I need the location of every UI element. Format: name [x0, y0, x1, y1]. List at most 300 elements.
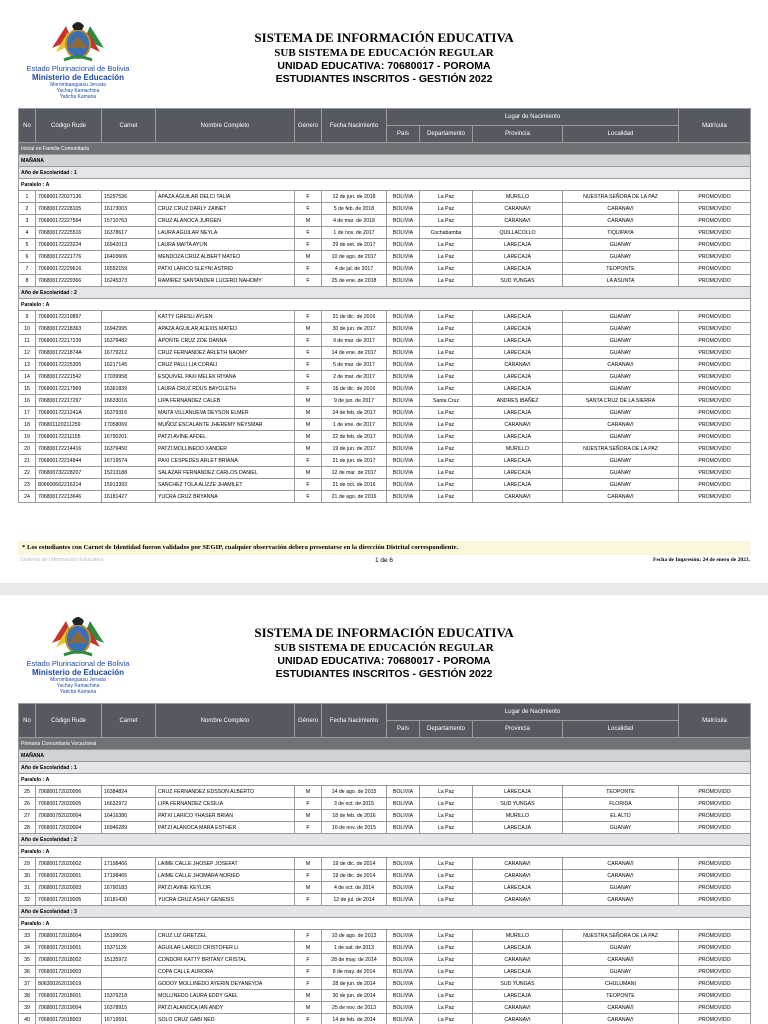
- cell-carnet: 16181430: [102, 894, 156, 906]
- cell-carnet: 15371139: [102, 942, 156, 954]
- cell-no: 32: [19, 894, 36, 906]
- cell-genero: F: [295, 954, 322, 966]
- cell-pais: BOLIVIA: [387, 990, 420, 1002]
- cell-fecha: 14 de feb. de 2014: [322, 1014, 387, 1024]
- cell-nombre: YUCRA CRUZ ASHLY GENESIS: [156, 894, 295, 906]
- cell-provincia: LARECAJA: [473, 311, 563, 323]
- cell-genero: M: [295, 323, 322, 335]
- cell-provincia: MURILLO: [473, 443, 563, 455]
- cell-depto: La Paz: [420, 443, 473, 455]
- cell-provincia: LARECAJA: [473, 966, 563, 978]
- cell-localidad: NUESTRA SEÑORA DE LA PAZ: [563, 191, 679, 203]
- cell-carnet: 17058069: [102, 419, 156, 431]
- table-row: [19, 990, 751, 1002]
- cell-provincia: ANDRES IBAÑEZ: [473, 395, 563, 407]
- cell-depto: La Paz: [420, 263, 473, 275]
- cell-no: 31: [19, 882, 36, 894]
- cell-localidad: CARANAVI: [563, 203, 679, 215]
- cell-rude: 706800172225516: [36, 227, 102, 239]
- cell-carnet: [102, 966, 156, 978]
- cell-matricula: PROMOVIDO: [679, 1014, 751, 1024]
- table-row: [19, 395, 751, 407]
- cell-fecha: 14 de ago. de 2015: [322, 786, 387, 798]
- cell-fecha: 14 de ene. de 2017: [322, 347, 387, 359]
- table-row: [19, 467, 751, 479]
- cell-carnet: 16378617: [102, 227, 156, 239]
- cell-provincia: CARANAVI: [473, 1002, 563, 1014]
- cell-matricula: PROMOVIDO: [679, 191, 751, 203]
- cell-no: 29: [19, 858, 36, 870]
- title-subsystem: SUB SISTEMA DE EDUCACIÓN REGULAR: [274, 642, 494, 654]
- cell-no: 7: [19, 263, 36, 275]
- logo-line-1: Estado Plurinacional de Bolivia: [26, 64, 130, 73]
- cell-rude: 706800172020005: [36, 798, 102, 810]
- cell-no: 15: [19, 383, 36, 395]
- cell-nombre: PATZI ALANOCA IAN ANDY: [156, 1002, 295, 1014]
- cell-no: 33: [19, 930, 36, 942]
- cell-carnet: 15297536: [102, 191, 156, 203]
- cell-genero: F: [295, 455, 322, 467]
- cell-nombre: PATZI ALANOCA MARA ESTHER: [156, 822, 295, 834]
- cell-fecha: 16 de dic. de 2016: [322, 383, 387, 395]
- cell-carnet: 16361839: [102, 383, 156, 395]
- cell-carnet: 16946289: [102, 822, 156, 834]
- cell-carnet: 16942013: [102, 239, 156, 251]
- cell-no: 2: [19, 203, 36, 215]
- cell-no: 34: [19, 942, 36, 954]
- cell-depto: La Paz: [420, 383, 473, 395]
- cell-depto: La Paz: [420, 479, 473, 491]
- cell-nombre: PAXI CESPEDES ARLET BRIANA: [156, 455, 295, 467]
- cell-fecha: 5 de feb. de 2018: [322, 203, 387, 215]
- cell-localidad: GUANAY: [563, 822, 679, 834]
- cell-pais: BOLIVIA: [387, 215, 420, 227]
- cell-no: 18: [19, 419, 36, 431]
- cell-depto: La Paz: [420, 419, 473, 431]
- cell-carnet: 16245373: [102, 275, 156, 287]
- cell-nombre: CRUZ CRUZ DARLY ZAINET: [156, 203, 295, 215]
- cell-provincia: LARECAJA: [473, 347, 563, 359]
- table-row: [19, 870, 751, 882]
- cell-localidad: CARANAVI: [563, 954, 679, 966]
- cell-matricula: PROMOVIDO: [679, 786, 751, 798]
- cell-pais: BOLIVIA: [387, 191, 420, 203]
- cell-provincia: LARECAJA: [473, 407, 563, 419]
- cell-fecha: 9 de mar. de 2017: [322, 335, 387, 347]
- cell-depto: La Paz: [420, 491, 473, 503]
- cell-nombre: PATXI LARICO YHASER BRIAN: [156, 810, 295, 822]
- students-table-1: [18, 108, 751, 503]
- cell-fecha: 25 de ene. de 2018: [322, 275, 387, 287]
- cell-localidad: FLORIDA: [563, 798, 679, 810]
- cell-rude: 706800172228105: [36, 203, 102, 215]
- cell-nombre: CRUZ FERNANDEZ EDSSON ALBERTO: [156, 786, 295, 798]
- cell-fecha: 16 de nov. de 2015: [322, 822, 387, 834]
- cell-matricula: PROMOVIDO: [679, 479, 751, 491]
- paralelo-label: Paralelo : A: [19, 774, 751, 786]
- table-row: [19, 822, 751, 834]
- cell-provincia: CARANAVI: [473, 954, 563, 966]
- cell-rude: 706800782020004: [36, 810, 102, 822]
- cell-rude: 70680017221241A: [36, 407, 102, 419]
- cell-no: 23: [19, 479, 36, 491]
- cell-depto: La Paz: [420, 311, 473, 323]
- cell-depto: La Paz: [420, 359, 473, 371]
- report-titles: [0, 625, 768, 680]
- cell-carnet: 15710763: [102, 215, 156, 227]
- col-lugar: Lugar de Nacimiento: [387, 109, 679, 126]
- cell-no: 30: [19, 870, 36, 882]
- cell-depto: La Paz: [420, 347, 473, 359]
- cell-nombre: PATZI MOLLINEDO XANDER: [156, 443, 295, 455]
- cell-matricula: PROMOVIDO: [679, 822, 751, 834]
- cell-fecha: 1 de ene. de 2017: [322, 419, 387, 431]
- col-no: No: [19, 109, 36, 143]
- cell-no: 6: [19, 251, 36, 263]
- cell-carnet: 15913393: [102, 479, 156, 491]
- cell-carnet: 16552159: [102, 263, 156, 275]
- title-report: ESTUDIANTES INSCRITOS - GESTIÓN 2022: [275, 668, 493, 680]
- cell-fecha: 25 de nov. de 2013: [322, 1002, 387, 1014]
- table-row: [19, 383, 751, 395]
- cell-pais: BOLIVIA: [387, 1002, 420, 1014]
- cell-genero: M: [295, 395, 322, 407]
- cell-pais: BOLIVIA: [387, 323, 420, 335]
- cell-depto: La Paz: [420, 275, 473, 287]
- cell-carnet: 17198466: [102, 858, 156, 870]
- cell-genero: F: [295, 798, 322, 810]
- cell-matricula: PROMOVIDO: [679, 215, 751, 227]
- cell-genero: F: [295, 870, 322, 882]
- table-row: [19, 323, 751, 335]
- cell-matricula: PROMOVIDO: [679, 251, 751, 263]
- cell-pais: BOLIVIA: [387, 798, 420, 810]
- cell-pais: BOLIVIA: [387, 239, 420, 251]
- title-school: UNIDAD EDUCATIVA: 70680017 - POROMA: [277, 655, 491, 667]
- cell-carnet: 16416380: [102, 810, 156, 822]
- cell-localidad: CARANAVI: [563, 1014, 679, 1024]
- cell-nombre: PATXI LARICO SLEYNI ASTRID: [156, 263, 295, 275]
- cell-localidad: GUANAY: [563, 251, 679, 263]
- cell-genero: F: [295, 978, 322, 990]
- cell-nombre: PATZI AVINE AFDEL: [156, 431, 295, 443]
- cell-fecha: 2 de mar. de 2017: [322, 371, 387, 383]
- cell-genero: M: [295, 251, 322, 263]
- cell-pais: BOLIVIA: [387, 954, 420, 966]
- cell-matricula: PROMOVIDO: [679, 858, 751, 870]
- cell-fecha: 24 de feb. de 2017: [322, 407, 387, 419]
- cell-pais: BOLIVIA: [387, 942, 420, 954]
- cell-no: 28: [19, 822, 36, 834]
- cell-no: 12: [19, 347, 36, 359]
- table-row: [19, 191, 751, 203]
- table-row: [19, 251, 751, 263]
- cell-fecha: 22 de feb. de 2017: [322, 431, 387, 443]
- cell-provincia: MURILLO: [473, 930, 563, 942]
- cell-no: 39: [19, 1002, 36, 1014]
- cell-rude: 706800172214416: [36, 443, 102, 455]
- cell-depto: La Paz: [420, 323, 473, 335]
- cell-fecha: 4 de oct. de 2014: [322, 882, 387, 894]
- section-title: Inicial en Familia Comunitaria: [19, 143, 751, 155]
- footer-system: Sistema de Información Educativa: [20, 557, 104, 563]
- cell-pais: BOLIVIA: [387, 822, 420, 834]
- logo-line-3b: Yachay Kamachina: [56, 88, 100, 94]
- cell-rude: 806600662216214: [36, 479, 102, 491]
- cell-matricula: PROMOVIDO: [679, 455, 751, 467]
- grado-label: Año de Escolaridad : 1: [19, 762, 751, 774]
- cell-carnet: [102, 311, 156, 323]
- cell-pais: BOLIVIA: [387, 335, 420, 347]
- cell-no: 22: [19, 467, 36, 479]
- cell-provincia: LARECAJA: [473, 942, 563, 954]
- cell-genero: F: [295, 479, 322, 491]
- table-row: [19, 215, 751, 227]
- cell-fecha: 10 de ago. de 2017: [322, 251, 387, 263]
- cell-rude: 706800172018004: [36, 930, 102, 942]
- cell-provincia: LARECAJA: [473, 455, 563, 467]
- cell-pais: BOLIVIA: [387, 359, 420, 371]
- cell-depto: Cochabamba: [420, 227, 473, 239]
- cell-nombre: MUÑOZ ESCALANTE JHEREMY NEYSMAR: [156, 419, 295, 431]
- cell-localidad: NUESTRA SEÑORA DE LA PAZ: [563, 930, 679, 942]
- cell-matricula: PROMOVIDO: [679, 335, 751, 347]
- title-system: SISTEMA DE INFORMACIÓN EDUCATIVA: [254, 625, 514, 640]
- cell-depto: La Paz: [420, 930, 473, 942]
- cell-pais: BOLIVIA: [387, 203, 420, 215]
- title-school: UNIDAD EDUCATIVA: 70680017 - POROMA: [277, 60, 491, 72]
- table-row: [19, 239, 751, 251]
- cell-genero: F: [295, 491, 322, 503]
- cell-localidad: GUANAY: [563, 942, 679, 954]
- cell-provincia: LARECAJA: [473, 371, 563, 383]
- cell-provincia: CARANAVI: [473, 894, 563, 906]
- cell-rude: 706800172018003: [36, 1014, 102, 1024]
- cell-no: 26: [19, 798, 36, 810]
- cell-genero: F: [295, 359, 322, 371]
- cell-genero: F: [295, 894, 322, 906]
- cell-localidad: GUANAY: [563, 383, 679, 395]
- cell-depto: La Paz: [420, 870, 473, 882]
- table-row: [19, 798, 751, 810]
- cell-matricula: PROMOVIDO: [679, 930, 751, 942]
- cell-depto: La Paz: [420, 371, 473, 383]
- cell-nombre: AGUILAR LARICO CRISTOFER LI: [156, 942, 295, 954]
- cell-fecha: 21 de jun. de 2017: [322, 455, 387, 467]
- table-row: [19, 407, 751, 419]
- cell-matricula: PROMOVIDO: [679, 395, 751, 407]
- cell-provincia: SUD YUNGAS: [473, 275, 563, 287]
- cell-rude: 706800172229366: [36, 275, 102, 287]
- cell-provincia: LARECAJA: [473, 251, 563, 263]
- cell-rude: 706800172019004: [36, 1002, 102, 1014]
- cell-provincia: LARECAJA: [473, 479, 563, 491]
- cell-genero: M: [295, 215, 322, 227]
- cell-matricula: PROMOVIDO: [679, 383, 751, 395]
- cell-localidad: GUANAY: [563, 311, 679, 323]
- cell-pais: BOLIVIA: [387, 1014, 420, 1024]
- cell-no: 17: [19, 407, 36, 419]
- cell-no: 24: [19, 491, 36, 503]
- table-row: [19, 479, 751, 491]
- col-depto: Departamento: [420, 721, 473, 738]
- cell-rude: 706800172214844: [36, 455, 102, 467]
- cell-depto: La Paz: [420, 822, 473, 834]
- cell-genero: M: [295, 467, 322, 479]
- report-page-2: [0, 595, 768, 1024]
- cell-rude: 70680017221874A: [36, 347, 102, 359]
- cell-localidad: CARANAVI: [563, 894, 679, 906]
- cell-nombre: CRUZ LIZ GRETZEL: [156, 930, 295, 942]
- cell-genero: F: [295, 335, 322, 347]
- cell-matricula: PROMOVIDO: [679, 954, 751, 966]
- cell-depto: La Paz: [420, 407, 473, 419]
- cell-fecha: 31 de dic. de 2016: [322, 311, 387, 323]
- cell-localidad: TEOPONTE: [563, 263, 679, 275]
- cell-provincia: LARECAJA: [473, 822, 563, 834]
- cell-provincia: CARANAVI: [473, 419, 563, 431]
- col-lugar: Lugar de Nacimiento: [387, 704, 679, 721]
- table-row: [19, 810, 751, 822]
- cell-provincia: CARANAVI: [473, 215, 563, 227]
- cell-carnet: 15379218: [102, 990, 156, 1002]
- cell-genero: F: [295, 347, 322, 359]
- cell-nombre: APAZA AGUILAR ALEXIS MATEO: [156, 323, 295, 335]
- cell-localidad: GUANAY: [563, 882, 679, 894]
- cell-matricula: PROMOVIDO: [679, 323, 751, 335]
- cell-pais: BOLIVIA: [387, 371, 420, 383]
- page-counter: 1 de 6: [374, 557, 394, 564]
- col-provincia: Provincia: [473, 126, 563, 143]
- cell-provincia: SUD YUNGAS: [473, 798, 563, 810]
- cell-fecha: 28 de jun. de 2014: [322, 978, 387, 990]
- cell-matricula: PROMOVIDO: [679, 870, 751, 882]
- cell-fecha: 3 de oct. de 2015: [322, 798, 387, 810]
- cell-depto: La Paz: [420, 467, 473, 479]
- cell-depto: La Paz: [420, 978, 473, 990]
- cell-depto: La Paz: [420, 203, 473, 215]
- table-row: [19, 311, 751, 323]
- cell-provincia: LARECAJA: [473, 239, 563, 251]
- cell-no: 27: [19, 810, 36, 822]
- cell-genero: M: [295, 407, 322, 419]
- cell-carnet: 16779212: [102, 347, 156, 359]
- cell-pais: BOLIVIA: [387, 882, 420, 894]
- cell-rude: 706800172227564: [36, 215, 102, 227]
- cell-no: 21: [19, 455, 36, 467]
- cell-matricula: PROMOVIDO: [679, 882, 751, 894]
- cell-genero: F: [295, 383, 322, 395]
- logo-line-3c: Yaticha Kamana: [59, 689, 97, 695]
- col-genero: Género: [295, 704, 322, 738]
- table-row: [19, 443, 751, 455]
- cell-matricula: PROMOVIDO: [679, 798, 751, 810]
- cell-localidad: GUANAY: [563, 467, 679, 479]
- logo-line-3a: Morombaeguasu Jeroata: [50, 82, 106, 88]
- cell-localidad: GUANAY: [563, 966, 679, 978]
- cell-pais: BOLIVIA: [387, 858, 420, 870]
- cell-provincia: CARANAVI: [473, 359, 563, 371]
- cell-pais: BOLIVIA: [387, 479, 420, 491]
- col-no: No: [19, 704, 36, 738]
- cell-nombre: APAZA AGUILAR DELCI TALIA: [156, 191, 295, 203]
- cell-provincia: LARECAJA: [473, 990, 563, 1002]
- cell-fecha: 18 de feb. de 2016: [322, 810, 387, 822]
- cell-no: 35: [19, 954, 36, 966]
- cell-no: 3: [19, 215, 36, 227]
- cell-localidad: EL ALTO: [563, 810, 679, 822]
- col-pais: País: [387, 126, 420, 143]
- cell-pais: BOLIVIA: [387, 966, 420, 978]
- cell-pais: BOLIVIA: [387, 419, 420, 431]
- students-table-2: [18, 703, 751, 1024]
- cell-genero: F: [295, 227, 322, 239]
- cell-genero: M: [295, 810, 322, 822]
- cell-pais: BOLIVIA: [387, 491, 420, 503]
- cell-provincia: CARANAVI: [473, 870, 563, 882]
- cell-genero: F: [295, 263, 322, 275]
- cell-provincia: MURILLO: [473, 810, 563, 822]
- cell-no: 9: [19, 311, 36, 323]
- cell-depto: La Paz: [420, 810, 473, 822]
- cell-rude: 706800172020006: [36, 786, 102, 798]
- cell-nombre: ESQUIVEL PAXI MELEK RIYANA: [156, 371, 295, 383]
- cell-nombre: CRUZ PALLI LIA CORALI: [156, 359, 295, 371]
- col-nombre: Nombre Completo: [156, 704, 295, 738]
- cell-localidad: CARANAVI: [563, 359, 679, 371]
- cell-provincia: MURILLO: [473, 191, 563, 203]
- cell-carnet: 17198465: [102, 870, 156, 882]
- cell-nombre: APONTE CRUZ ZOE DANNA: [156, 335, 295, 347]
- report-header: [0, 595, 768, 703]
- cell-depto: La Paz: [420, 1002, 473, 1014]
- cell-matricula: PROMOVIDO: [679, 491, 751, 503]
- cell-depto: La Paz: [420, 894, 473, 906]
- cell-nombre: LAIME CALLE JHOMARA NORIED: [156, 870, 295, 882]
- cell-carnet: 16790183: [102, 882, 156, 894]
- table-row: [19, 335, 751, 347]
- cell-carnet: 15213188: [102, 467, 156, 479]
- cell-carnet: 17039958: [102, 371, 156, 383]
- cell-rude: 706800172221542: [36, 371, 102, 383]
- cell-no: 25: [19, 786, 36, 798]
- cell-pais: BOLIVIA: [387, 251, 420, 263]
- cell-localidad: GUANAY: [563, 407, 679, 419]
- cell-rude: 706800172019001: [36, 942, 102, 954]
- cell-genero: F: [295, 371, 322, 383]
- col-rude: Código Rude: [36, 109, 102, 143]
- cell-pais: BOLIVIA: [387, 786, 420, 798]
- cell-pais: BOLIVIA: [387, 263, 420, 275]
- cell-carnet: 16217145: [102, 359, 156, 371]
- table-row: [19, 263, 751, 275]
- cell-genero: M: [295, 1002, 322, 1014]
- cell-localidad: CHULUMANI: [563, 978, 679, 990]
- cell-no: 13: [19, 359, 36, 371]
- table-row: [19, 930, 751, 942]
- cell-rude: 706800172018002: [36, 954, 102, 966]
- table-row: [19, 359, 751, 371]
- cell-rude: 706800172223224: [36, 239, 102, 251]
- cell-depto: Santa Cruz: [420, 395, 473, 407]
- cell-genero: M: [295, 858, 322, 870]
- cell-pais: BOLIVIA: [387, 311, 420, 323]
- cell-depto: La Paz: [420, 798, 473, 810]
- cell-nombre: LAURA AGUILAR NEYLA: [156, 227, 295, 239]
- cell-nombre: RAMIREZ SANTANDER LUCERO NAHOMY: [156, 275, 295, 287]
- cell-pais: BOLIVIA: [387, 870, 420, 882]
- segip-note: * Los estudiantes con Carnet de Identidad fueron validados por SEGIP, cualquier observación debera presentarse en la dirección Distrital correspondiente.: [18, 541, 750, 555]
